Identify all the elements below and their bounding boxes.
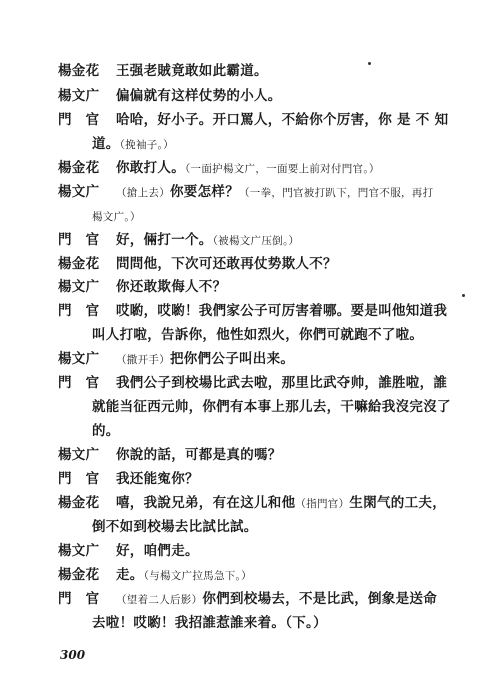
speaker-name: 楊金花 bbox=[58, 63, 100, 79]
dialogue-text: 問問他，下次可还敢再仗势欺人不？ bbox=[116, 256, 337, 272]
speaker-name: 楊文广 bbox=[58, 279, 100, 295]
dialogue-text: 你們到校場去，不是比武，倒象是送命 bbox=[202, 591, 438, 607]
speaker-name: 門 官 bbox=[58, 232, 100, 248]
script-line-continuation bbox=[92, 614, 478, 632]
script-line bbox=[58, 566, 478, 585]
script-line bbox=[58, 231, 478, 250]
script-line bbox=[58, 255, 478, 273]
stage-direction: （一面护楊文广，一面要上前对付門官。） bbox=[185, 163, 380, 175]
dialogue-text: 哎喲，哎喲！我們家公子可厉害着哪。要是叫他知道我 bbox=[116, 303, 448, 319]
script-line bbox=[58, 350, 478, 369]
dialogue-text: 我們公子到校場比武去啦，那里比武夺帅，誰胜啦，誰 bbox=[116, 375, 448, 391]
script-line bbox=[58, 590, 478, 609]
dialogue-text: 王强老賊竟敢如此霸道。 bbox=[116, 63, 268, 79]
speaker-name: 門 官 bbox=[58, 112, 100, 128]
dialogue-text: 的。 bbox=[92, 423, 120, 439]
script-line bbox=[58, 183, 478, 202]
dialogue-text: 你敢打人。 bbox=[116, 160, 185, 176]
script-line bbox=[58, 62, 478, 80]
stage-direction: （撒开手） bbox=[116, 354, 170, 366]
speaker-name: 門 官 bbox=[58, 591, 100, 607]
stage-direction: （与楊文广拉馬急下。） bbox=[143, 570, 252, 582]
page-number: 300 bbox=[60, 648, 86, 662]
script-line bbox=[58, 542, 478, 560]
speaker-name: 楊金花 bbox=[58, 567, 100, 583]
stage-direction: （被楊文广压倒。） bbox=[212, 235, 300, 247]
dialogue-text: 把你們公子叫出来。 bbox=[170, 351, 295, 367]
script-line-continuation bbox=[92, 398, 478, 416]
script-line bbox=[58, 111, 478, 129]
speaker-name: 楊文广 bbox=[58, 184, 100, 200]
dialogue-text: 倒不如到校場去比試比試。 bbox=[92, 519, 258, 535]
script-line bbox=[58, 446, 478, 464]
script-line-continuation bbox=[92, 422, 478, 440]
dialogue-text: 嘻，我說兄弟，有在这儿和他 bbox=[116, 495, 296, 511]
speaker-name: 楊文广 bbox=[58, 88, 100, 104]
speaker-name: 楊金花 bbox=[58, 495, 100, 511]
script-line-continuation bbox=[92, 135, 478, 154]
stage-direction: （望着二人后影） bbox=[116, 594, 203, 606]
stage-direction: （指門官） bbox=[295, 498, 350, 510]
script-line-continuation bbox=[92, 326, 478, 344]
dialogue-text: 我还能寃你？ bbox=[116, 471, 199, 487]
dialogue-text: 你还敢欺侮人不？ bbox=[116, 279, 227, 295]
dialogue-text: 哈哈，好小子。开口罵人，不給你个厉害，你 是 不 知 bbox=[116, 112, 449, 128]
stage-direction: （挽袖子。） bbox=[119, 139, 174, 151]
stage-direction: （一拳，門官被打趴下，門官不服，再打 bbox=[239, 187, 434, 199]
dialogue-text: 就能当征西元帅，你們有本事上那儿去，干嘛給我沒完沒了 bbox=[92, 399, 451, 415]
speaker-name: 楊文广 bbox=[58, 351, 100, 367]
dialogue-text: 去啦！哎喲！我招誰惹誰来着。（下。） bbox=[92, 615, 327, 631]
dialogue-text: 走。 bbox=[116, 567, 144, 583]
script-line bbox=[58, 494, 478, 513]
speaker-name: 門 官 bbox=[58, 375, 100, 391]
dialogue-text: 好，倆打一个。 bbox=[116, 232, 213, 248]
stage-direction: （搶上去） bbox=[116, 187, 170, 199]
speaker-name: 楊金花 bbox=[58, 160, 100, 176]
script-line bbox=[58, 278, 478, 296]
script-line bbox=[58, 302, 478, 320]
dialogue-text: 道。 bbox=[92, 136, 120, 152]
speaker-name: 楊金花 bbox=[58, 256, 100, 272]
script-line bbox=[58, 470, 478, 488]
speaker-name: 楊文广 bbox=[58, 543, 100, 559]
stage-direction: 楊文广。） bbox=[92, 211, 141, 223]
script-line bbox=[58, 374, 478, 392]
dialogue-text: 你要怎样？ bbox=[170, 184, 239, 200]
dialogue-text: 叫人打啦，告訴你，他性如烈火，你們可就跑不了啦。 bbox=[92, 327, 424, 343]
dialogue-text: 偏偏就有这样仗势的小人。 bbox=[116, 88, 282, 104]
speaker-name: 楊文广 bbox=[58, 447, 100, 463]
script-line-continuation bbox=[92, 207, 478, 226]
script-line-continuation bbox=[92, 518, 478, 536]
dialogue-text: 你說的話，可都是真的嗎？ bbox=[116, 447, 282, 463]
script-line bbox=[58, 159, 478, 178]
dialogue-text: 生閑气的工夫， bbox=[349, 495, 447, 511]
speaker-name: 門 官 bbox=[58, 303, 100, 319]
dialogue-text: 好，咱們走。 bbox=[116, 543, 199, 559]
script-line bbox=[58, 87, 478, 105]
speaker-name: 門 官 bbox=[58, 471, 100, 487]
